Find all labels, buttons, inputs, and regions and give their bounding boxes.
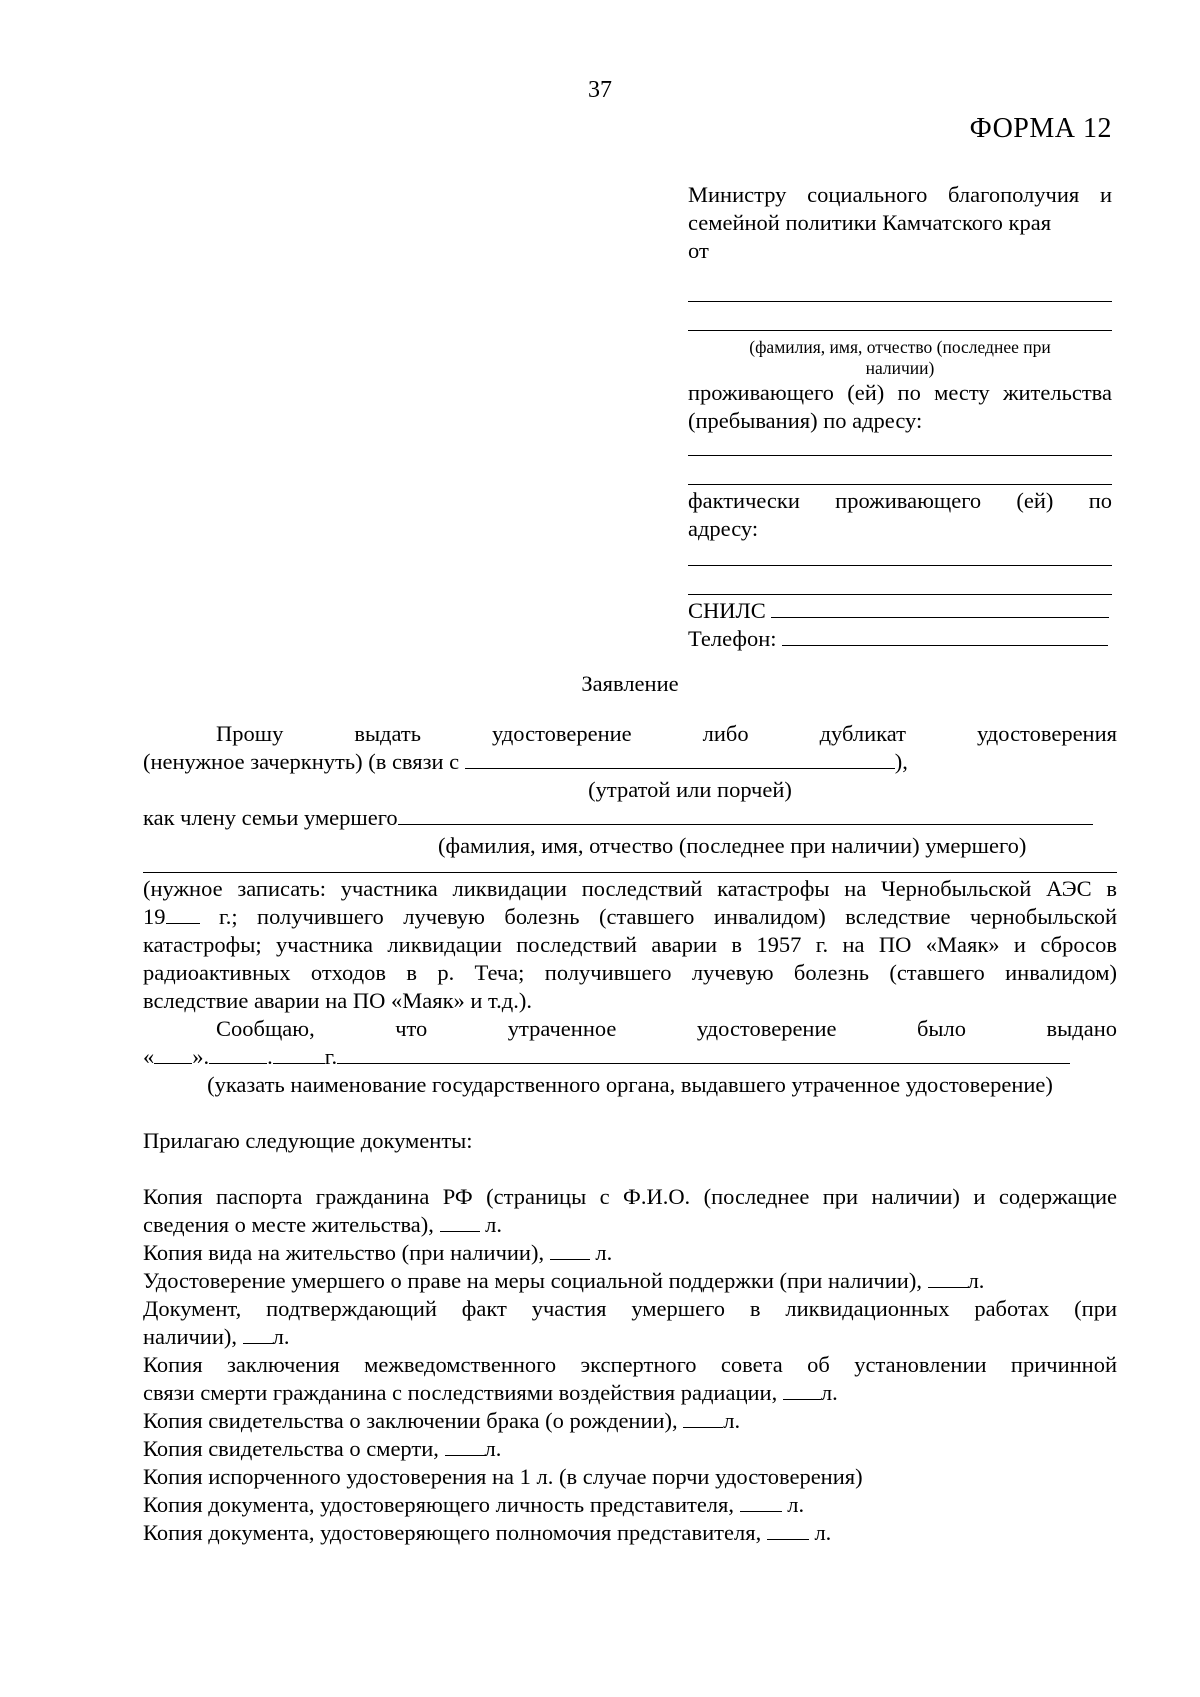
doc10-text: Копия документа, удостоверяющего полномочия представителя, xyxy=(143,1520,762,1545)
residence-line-1: проживающего (ей) по месту жительства xyxy=(688,380,1112,405)
date-year-suffix: г. xyxy=(324,1044,338,1069)
note-line-4: радиоактивных отходов в р. Теча; получившего лучевую болезнь (ставшего инвалидом) xyxy=(143,960,1117,985)
doc10-suffix: л. xyxy=(814,1520,832,1545)
doc5-line-1: Копия заключения межведомственного экспертного совета об установлении причинной xyxy=(143,1352,1117,1377)
doc3-suffix: л. xyxy=(967,1268,985,1293)
request-line-2-text: (ненужное зачеркнуть) (в связи с xyxy=(143,749,460,774)
doc3-text: Удостоверение умершего о праве на меры социальной поддержки (при наличии), xyxy=(143,1268,922,1293)
family-row xyxy=(143,804,1117,832)
request-line-2-close: ), xyxy=(894,749,908,774)
addressee-block xyxy=(688,181,1112,653)
statement-body xyxy=(143,670,1117,1547)
doc4-sheets-field[interactable] xyxy=(243,1325,273,1344)
note-year-prefix: 19 xyxy=(143,904,166,929)
doc5-text: связи смерти гражданина с последствиями воздействия радиации, xyxy=(143,1380,778,1405)
deceased-name-field[interactable] xyxy=(398,806,1093,825)
authority-field[interactable] xyxy=(337,1045,1070,1064)
addressee-line-1: Министру социального благополучия и xyxy=(688,182,1112,207)
doc3-row xyxy=(143,1267,1117,1295)
phone-field[interactable] xyxy=(782,625,1108,646)
doc3-sheets-field[interactable] xyxy=(928,1269,968,1288)
from-label: от xyxy=(688,238,709,263)
doc9-sheets-field[interactable] xyxy=(740,1493,782,1512)
month-field[interactable] xyxy=(209,1045,267,1064)
family-label: как члену семьи умершего xyxy=(143,805,398,830)
day-field[interactable] xyxy=(154,1045,192,1064)
phone-row xyxy=(688,625,1112,653)
date-close-quote: ». xyxy=(192,1044,210,1069)
doc6-text: Копия свидетельства о заключении брака (о рождении), xyxy=(143,1408,678,1433)
snils-label: СНИЛС xyxy=(688,598,766,623)
doc9-suffix: л. xyxy=(787,1492,805,1517)
doc1-sheets-field[interactable] xyxy=(440,1213,480,1232)
doc8-row: Копия испорченного удостоверения на 1 л. (в случае порчи удостоверения) xyxy=(143,1464,863,1489)
doc7-suffix: л. xyxy=(484,1436,502,1461)
doc2-suffix: л. xyxy=(595,1240,613,1265)
fio-hint-line-2: наличии) xyxy=(865,358,935,378)
actual-address-label-2: адресу: xyxy=(688,516,759,541)
doc9-text: Копия документа, удостоверяющего личность представителя, xyxy=(143,1492,735,1517)
doc4-line-2 xyxy=(143,1323,1117,1351)
lost-line-1: Сообщаю, что утраченное удостоверение было выдано xyxy=(216,1016,1117,1041)
doc4-line-1: Документ, подтверждающий факт участия умершего в ликвидационных работах (при xyxy=(143,1296,1117,1321)
issue-date-row xyxy=(143,1043,1117,1071)
attachments-heading: Прилагаю следующие документы: xyxy=(143,1128,473,1153)
note-line-5: вследствие аварии на ПО «Маяк» и т.д.). xyxy=(143,988,532,1013)
phone-label: Телефон: xyxy=(688,626,777,651)
date-dot: . xyxy=(267,1044,273,1069)
reason-hint: (утратой или порчей) xyxy=(588,777,792,802)
actual-address-label-1: фактически проживающего (ей) по xyxy=(688,488,1112,513)
note-line-2-text: г.; получившего лучевую болезнь (ставшего инвалидом) вследствие чернобыльской xyxy=(219,904,1117,929)
doc1-line-2 xyxy=(143,1211,1117,1239)
doc4-suffix: л. xyxy=(272,1324,290,1349)
year-field[interactable] xyxy=(166,905,200,924)
doc7-text: Копия свидетельства о смерти, xyxy=(143,1436,439,1461)
doc4-text: наличии), xyxy=(143,1324,238,1349)
doc6-row xyxy=(143,1407,1117,1435)
doc6-suffix: л. xyxy=(723,1408,741,1433)
fio-hint-line-1: (фамилия, имя, отчество (последнее при xyxy=(749,337,1051,357)
doc5-suffix: л. xyxy=(820,1380,838,1405)
note-line-2 xyxy=(143,903,1117,931)
doc2-text: Копия вида на жительство (при наличии), xyxy=(143,1240,545,1265)
doc1-line-1: Копия паспорта гражданина РФ (страницы с Ф.И.О. (последнее при наличии) и содержащие xyxy=(143,1184,1117,1209)
doc5-line-2 xyxy=(143,1379,1117,1407)
addressee-line-2: семейной политики Камчатского края xyxy=(688,210,1052,235)
authority-hint: (указать наименование государственного органа, выдавшего утраченное удостоверение) xyxy=(207,1072,1053,1097)
doc2-row xyxy=(143,1239,1117,1267)
doc7-row xyxy=(143,1435,1117,1463)
date-open-quote: « xyxy=(143,1044,155,1069)
doc9-row xyxy=(143,1491,1117,1519)
year-issue-field[interactable] xyxy=(273,1045,325,1064)
residence-line-2: (пребывания) по адресу: xyxy=(688,408,923,433)
statement-title: Заявление xyxy=(581,671,679,696)
note-line-1: (нужное записать: участника ликвидации последствий катастрофы на Чернобыльской АЭС в xyxy=(143,876,1117,901)
snils-row xyxy=(688,597,1112,625)
form-label: ФОРМА 12 xyxy=(969,113,1112,144)
doc1-suffix: л. xyxy=(485,1212,503,1237)
doc1-text: сведения о месте жительства), xyxy=(143,1212,434,1237)
doc5-sheets-field[interactable] xyxy=(783,1381,821,1400)
doc7-sheets-field[interactable] xyxy=(445,1437,485,1456)
doc10-row xyxy=(143,1519,1117,1547)
note-line-3: катастрофы; участника ликвидации последствий аварии в 1957 г. на ПО «Маяк» и сбросов xyxy=(143,932,1117,957)
deceased-hint: (фамилия, имя, отчество (последнее при наличии) умершего) xyxy=(438,833,1027,858)
page-number: 37 xyxy=(588,77,612,103)
doc10-sheets-field[interactable] xyxy=(767,1521,809,1540)
fio-hint xyxy=(688,337,1112,379)
request-line-1: Прошу выдать удостоверение либо дубликат удостоверения xyxy=(216,721,1117,746)
snils-field[interactable] xyxy=(771,597,1109,618)
reason-field[interactable] xyxy=(465,750,895,769)
doc6-sheets-field[interactable] xyxy=(683,1409,723,1428)
doc2-sheets-field[interactable] xyxy=(550,1241,590,1260)
request-line-2 xyxy=(143,748,1117,776)
